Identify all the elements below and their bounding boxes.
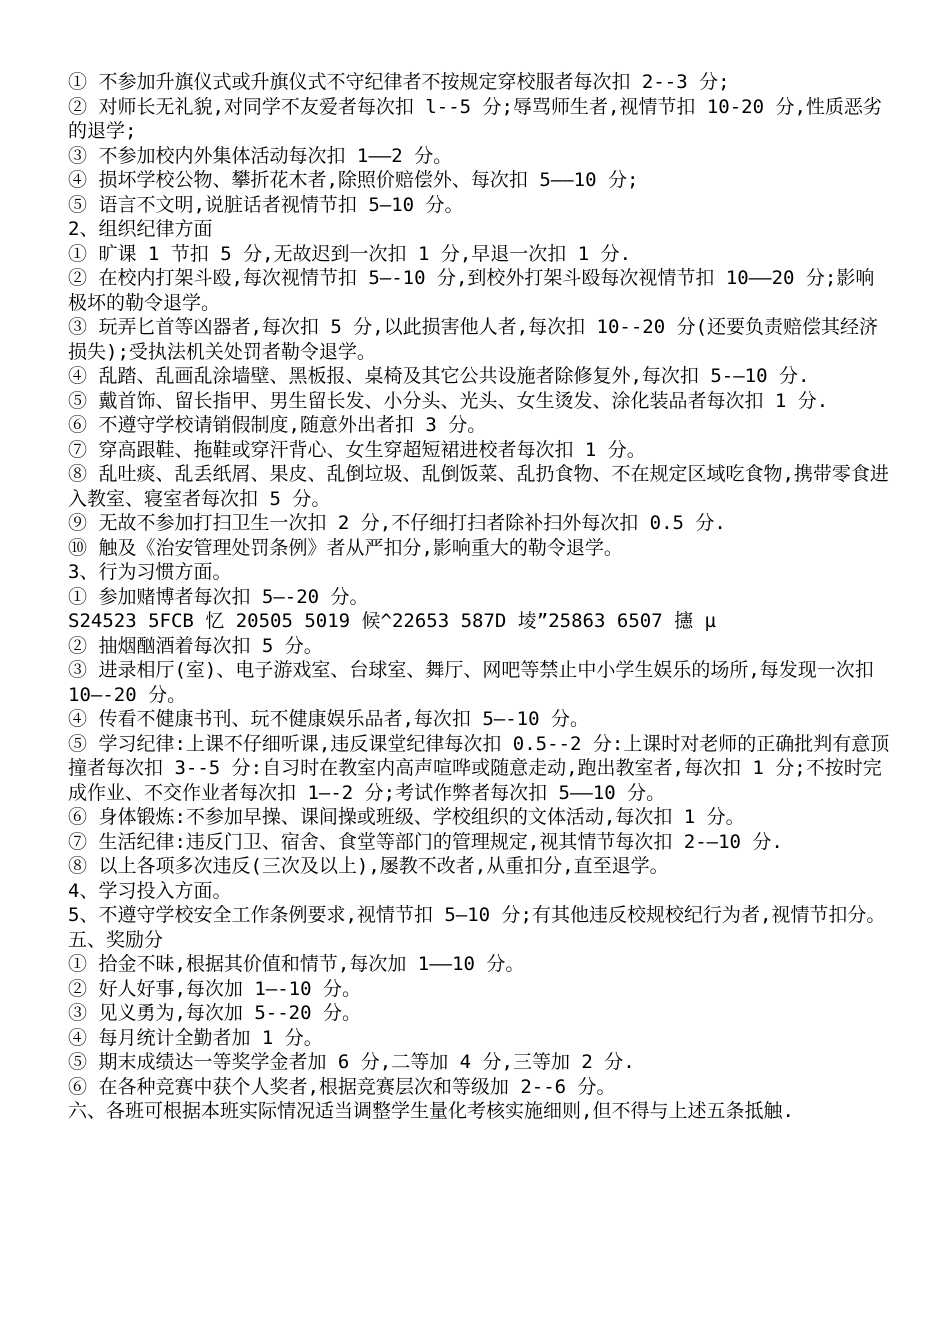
- rule-line: ① 旷课 1 节扣 5 分,无故迟到一次扣 1 分,早退一次扣 1 分.: [68, 242, 632, 265]
- rule-line: ② 好人好事,每次加 1—-10 分。: [68, 977, 361, 1000]
- section-heading: 4、学习投入方面。: [68, 879, 232, 902]
- rule-line: ⑥ 在各种竞赛中获个人奖者,根据竞赛层次和等级加 2--6 分。: [68, 1075, 616, 1098]
- rule-line: ④ 损坏学校公物、攀折花木者,除照价赔偿外、每次扣 5——10 分;: [68, 169, 639, 191]
- rule-line: ① 参加赌博者每次扣 5—-20 分。: [68, 585, 369, 608]
- rule-line: ④ 每月统计全勤者加 1 分。: [68, 1026, 323, 1049]
- rule-line: ⑤ 语言不文明,说脏话者视情节扣 5—10 分。: [68, 193, 464, 216]
- rule-line: ③ 不参加校内外集体活动每次扣 1——2 分。: [68, 144, 453, 167]
- rule-line: ⑨ 无故不参加打扫卫生一次扣 2 分,不仔细打扫者除补扫外每次扣 0.5 分.: [68, 512, 726, 534]
- rule-line: ④ 传看不健康书刊、玩不健康娱乐品者,每次扣 5—-10 分。: [68, 708, 589, 730]
- rule-line: ⑧ 以上各项多次违反(三次及以上),屡教不改者,从重扣分,直至退学。: [68, 855, 669, 877]
- rule-line: ⑧ 乱吐痰、乱丢纸屑、果皮、乱倒垃圾、乱倒饭菜、乱扔食物、不在规定区域吃食物,携带零食进入教室、寝室者每次扣 5 分。: [68, 463, 889, 510]
- rule-line: ③ 玩弄匕首等凶器者,每次扣 5 分,以此损害他人者,每次扣 10--20 分(还要负责赔偿其经济损失);受执法机关处罚者勒令退学。: [68, 316, 879, 363]
- rule-line: ② 对师长无礼貌,对同学不友爱者每次扣 l--5 分;辱骂师生者,视情节扣 10-20 分,性质恶劣的退学;: [68, 95, 882, 142]
- rule-line: ③ 进录相厅(室)、电子游戏室、台球室、舞厅、网吧等禁止中小学生娱乐的场所,每发现一次扣 10—-20 分。: [68, 659, 886, 706]
- rule-line: ② 抽烟酗酒着每次扣 5 分。: [68, 634, 323, 657]
- rule-line: ③ 见义勇为,每次加 5--20 分。: [68, 1002, 361, 1024]
- rule-line: ⑤ 期末成绩达一等奖学金者加 6 分,二等加 4 分,三等加 2 分.: [68, 1051, 635, 1073]
- rule-line: ⑥ 身体锻炼:不参加早操、课间操或班级、学校组织的文体活动,每次扣 1 分。: [68, 806, 745, 828]
- section-heading: 2、组织纪律方面: [68, 218, 213, 240]
- rule-line: ⑤ 戴首饰、留长指甲、男生留长发、小分头、光头、女生烫发、涂化装品者每次扣 1 分.: [68, 389, 829, 412]
- document-body: [68, 70, 890, 1124]
- rule-line: ⑦ 穿高跟鞋、拖鞋或穿汗背心、女生穿超短裙进校者每次扣 1 分。: [68, 438, 646, 461]
- rule-line: ② 在校内打架斗殴,每次视情节扣 5—-10 分,到校外打架斗殴每次视情节扣 10——20 分;影响极坏的勒令退学。: [68, 267, 875, 314]
- rule-line: ① 不参加升旗仪式或升旗仪式不守纪律者不按规定穿校服者每次扣 2--3 分;: [68, 71, 730, 93]
- rule-line: ④ 乱踏、乱画乱涂墙壁、黑板报、桌椅及其它公共设施者除修复外,每次扣 5-—10 分.: [68, 365, 810, 387]
- section-heading: 3、行为习惯方面。: [68, 561, 232, 583]
- rule-line: ⑦ 生活纪律:违反门卫、宿舍、食堂等部门的管理规定,视其情节每次扣 2-—10 分.: [68, 830, 783, 853]
- rule-line: ⑩ 触及《治安管理处罚条例》者从严扣分,影响重大的勒令退学。: [68, 536, 623, 559]
- garbled-line: S24523 5FCB 忆 20505 5019 候^22653 587D 堎”25863 6507 攇 µ: [68, 610, 716, 632]
- rule-line: ① 拾金不昧,根据其价值和情节,每次加 1——10 分。: [68, 953, 525, 975]
- rule-line: ⑤ 学习纪律:上课不仔细听课,违反课堂纪律每次扣 0.5--2 分:上课时对老师的正确批判有意顶撞者每次扣 3--5 分:自习时在教室内高声喧哗或随意走动,跑出教室者,每次扣 1 分;不按时完成作业、不交作业者每次扣 1—-2 分;考试作弊者每次扣 5——10 分。: [68, 732, 890, 804]
- section-heading: 5、不遵守学校安全工作条例要求,视情节扣 5—10 分;有其他违反校规校纪行为者,视情节扣分。: [68, 904, 886, 926]
- closing-paragraph: 六、各班可根据本班实际情况适当调整学生量化考核实施细则,但不得与上述五条抵触.: [68, 1100, 794, 1122]
- section-heading: 五、奖励分: [68, 928, 164, 951]
- rule-line: ⑥ 不遵守学校请销假制度,随意外出者扣 3 分。: [68, 414, 487, 436]
